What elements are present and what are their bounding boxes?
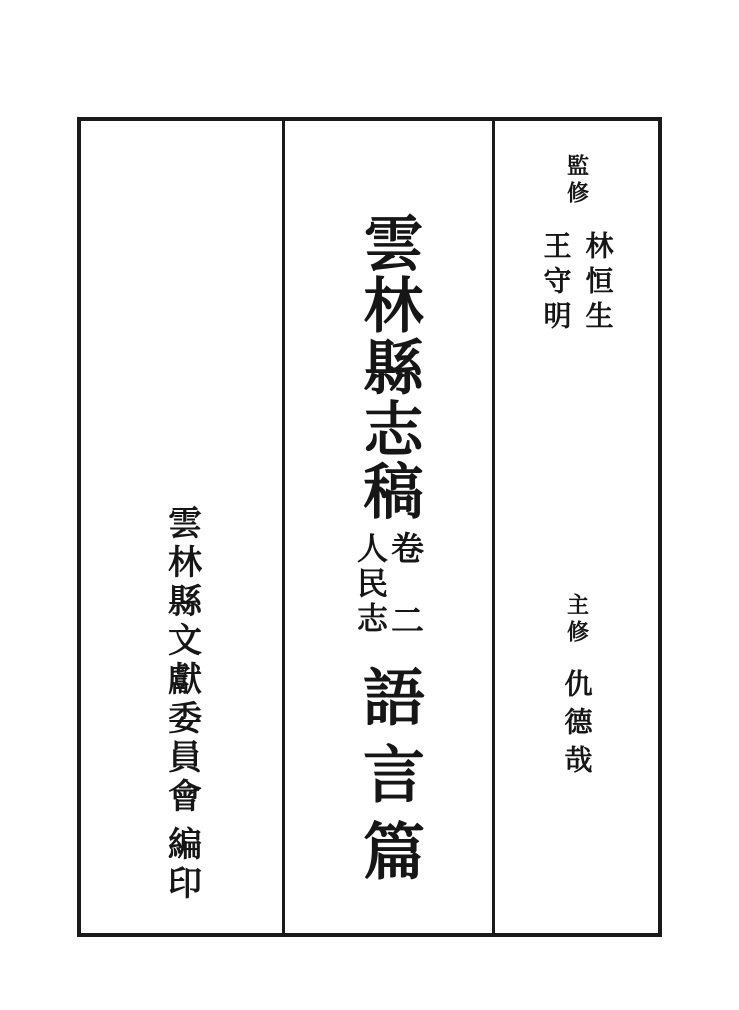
cover-frame [77,117,662,937]
title-column [285,121,495,933]
section-title: 語言篇 [352,665,426,896]
publisher-name: 雲林縣文獻委員會 [161,505,202,817]
publisher-imprint-gap [181,817,182,826]
supervisor-name: 林恒生 [581,231,615,336]
supervisors-names [535,231,619,336]
imprint-label: 編印 [161,826,202,904]
volume-block [351,529,424,640]
supervisor-name: 王守明 [539,231,573,336]
publisher-column [81,121,285,933]
series-label: 人民志 [351,532,387,637]
volume-stack [391,529,424,640]
supervisors-label: 監修 [563,154,590,208]
publisher-block [161,505,202,904]
main-title: 雲林縣志稿 [353,212,424,522]
volume-label: 卷 [391,529,424,568]
volume-number: 二 [391,601,424,640]
chief-editor-label: 主修 [563,593,590,647]
chief-editor-name: 仇德哉 [560,669,594,783]
credits-column [495,121,658,933]
